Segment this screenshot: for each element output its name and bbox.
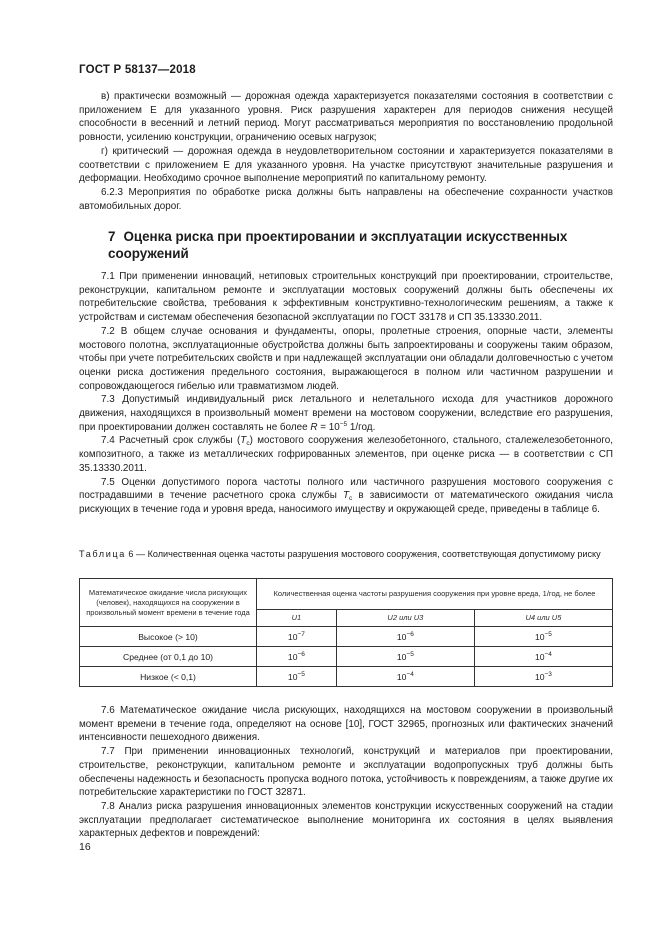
table-cell: $10^{-6}$ <box>257 647 337 667</box>
table-row-label: Низкое (< 0,1) <box>80 667 257 687</box>
paragraph-7-5: 7.5 Оценки допустимого порога частоты полного или частичного разрушения мостового сооружения с пострадавшими в течение расчетного срока службы $T_с$ в зависимости от математического ожидания числа рискующих в течение года и уровня вреда, наносимого имуществу и окружающей среде, приведены в таблице 6. <box>79 476 613 515</box>
table-cell: $10^{-3}$ <box>474 667 612 687</box>
text-block-7-6 <box>79 704 613 841</box>
section-heading <box>108 228 588 262</box>
table-header-risk-count: Математическое ожидание числа рискующих (человек), находящихся на сооружении в произвольный момент времени в течение года <box>80 579 257 627</box>
paragraph-7-7: 7.7 При применении инновационных технологий, конструкций и материалов при проектировании, строительстве, реконструкции, капитальном ремонте и эксплуатации водопропускных труб должны быть обеспечены надежность и безопасность пропуска водного потока, устойчивость к повреждениям, а также другие их потребительские характеристики по ГОСТ 32871. <box>79 746 613 799</box>
table-subheader-u1: U1 <box>257 610 337 627</box>
section-number: 7 <box>108 229 116 244</box>
section-title: Оценка риска при проектировании и эксплуатации искусственных сооружений <box>108 229 568 261</box>
paragraph-7-6: 7.6 Математическое ожидание числа рискующих, находящихся на мостовом сооружении в произвольный момент времени в течение года, определяют на основе [10], ГОСТ 32965, прогнозных или фактических значений интенсивности пешеходного движения. <box>79 705 613 744</box>
table-subheader-u2-u3: U2 или U3 <box>336 610 474 627</box>
paragraph-6-2-3: 6.2.3 Мероприятия по обработке риска должны быть направлены на обеспечение сохранности участков автомобильных дорог. <box>79 186 613 212</box>
text-block-7 <box>79 270 613 517</box>
paragraph-b: в) практически возможный — дорожная одежда характеризуется показателями состояния в соответствии с приложением Е для указанного уровня. Риск разрушения характерен для периодов снижения несущей способности в весенний и летний период. Могут рассматриваться мероприятия по восстановлению продольной ровности, усилению конструкции, ограничению осевых нагрузок; <box>79 91 613 144</box>
table-row-label: Среднее (от 0,1 до 10) <box>80 647 257 667</box>
table-cell: $10^{-6}$ <box>336 627 474 647</box>
table-row <box>80 667 613 687</box>
table-cell: $10^{-4}$ <box>336 667 474 687</box>
paragraph-7-4: 7.4 Расчетный срок службы $(T_с)$ мостового сооружения железобетонного, стального, сталежелезобетонного, композитного, а также из металлических гофрированных элементов, при оценке риска — в соответствии с СП 35.13330.2011. <box>79 435 614 474</box>
table-row <box>80 647 613 667</box>
table-cell: $10^{-5}$ <box>474 627 612 647</box>
paragraph-7-3: 7.3 Допустимый индивидуальный риск летального и нелетального исхода для участников дорожного движения, находящихся в произвольный момент времени на мостовом сооружении, вследствие его разрушения, при проектировании должен составлять не более $R = 10^{-5}$ 1/год. <box>79 394 613 433</box>
table-caption-text: 6 — Количественная оценка частоты разрушения мостового сооружения, соответствующая допустимому риску <box>128 549 601 559</box>
table-row-label: Высокое (> 10) <box>80 627 257 647</box>
table-header-group: Количественная оценка частоты разрушения сооружения при уровне вреда, 1/год, не более <box>257 579 613 610</box>
page-number: 16 <box>79 841 91 853</box>
table-cell: $10^{-5}$ <box>257 667 337 687</box>
table-cell: $10^{-4}$ <box>474 647 612 667</box>
document-header-code: ГОСТ Р 58137—2018 <box>79 64 196 76</box>
table-caption-label: Таблица <box>79 549 126 559</box>
table-row <box>80 627 613 647</box>
table-cell: $10^{-5}$ <box>336 647 474 667</box>
table-caption <box>79 548 613 561</box>
paragraph-7-1: 7.1 При применении инноваций, нетиповых строительных конструкций при проектировании, строительстве, реконструкции, капитальном ремонте и эксплуатации мостовых сооружений должны быть обеспечены их потребительские свойства, требования к эффективным конструктивно-технологическим решениям, а также к устройствам и системам обеспечения безопасной эксплуатации по ГОСТ 33178 и СП 35.13330.2011. <box>79 271 613 324</box>
paragraph-7-2: 7.2 В общем случае основания и фундаменты, опоры, пролетные строения, опорные части, элементы мостового полотна, эксплуатационные обустройства должны быть запроектированы и сооружены таким образом, чтобы при учете потребительских свойств и при надлежащей эксплуатации они обладали долговечностью с учетом оценки риска достижения предельного состояния, выражающегося в полном или частичном разрушении и сопровождающегося гибелью или травматизмом людей. <box>79 325 613 392</box>
paragraph-g: г) критический — дорожная одежда в неудовлетворительном состоянии и характеризуется показателями в соответствии с приложением Е для указанного уровня. На участке присутствуют значительные разрушения и деформации. Необходимо срочное выполнение мероприятий по капитальному ремонту. <box>79 145 613 185</box>
risk-table <box>79 578 613 687</box>
table-cell: $10^{-7}$ <box>257 627 337 647</box>
paragraph-7-8: 7.8 Анализ риска разрушения инновационных элементов конструкции искусственных сооружений на стадии эксплуатации предполагает систематическое выполнение мониторинга их состояния в целях выявления характерных дефектов и повреждений: <box>79 800 613 840</box>
table-subheader-u4-u5: U4 или U5 <box>474 610 612 627</box>
text-block-6-2 <box>79 90 613 213</box>
